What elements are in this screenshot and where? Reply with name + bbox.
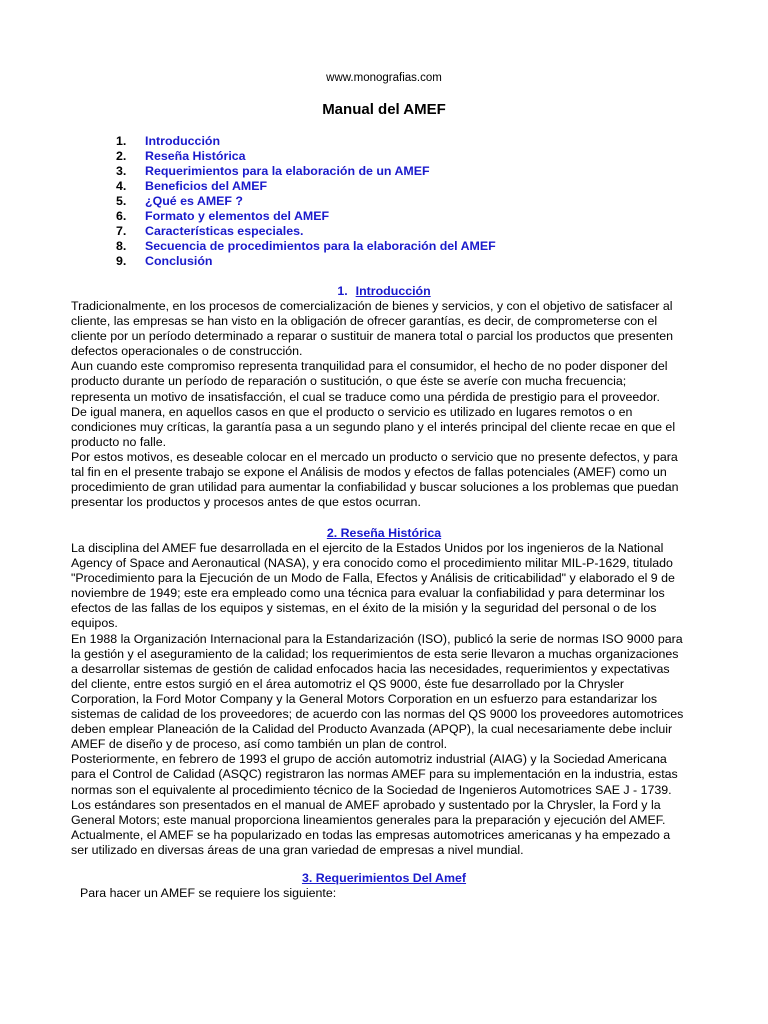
text-line: a desarrollar sistemas de gestión de calidad enfocados hacia las necesidades, requerimientos y expectativas [71,661,670,676]
toc-link-formato[interactable]: Formato y elementos del AMEF [145,209,330,223]
section-body-introduccion [71,299,699,510]
text-line: producto durante un período de reparación o sustitución, o que éste se averíe con mucha frecuencia; [71,374,627,389]
toc-number: 2. [116,149,127,163]
toc-link-requerimientos[interactable]: Requerimientos para la elaboración de un AMEF [145,164,430,178]
text-line: Posteriormente, en febrero de 1993 el grupo de acción automotriz industrial (AIAG) y la Sociedad Americana [71,752,667,767]
section-heading-requerimientos [0,871,768,886]
toc-item [116,164,496,179]
text-line: tal fin en el presente trabajo se expone el Análisis de modos y efectos de fallas potenciales (AMEF) como un [71,465,667,480]
toc-number: 9. [116,254,127,268]
toc-item [116,134,496,149]
toc-item [116,239,496,254]
text-line: para el Control de Calidad (ASQC) registraron las normas AMEF para su implementación en la industria, estas [71,767,678,782]
toc-number: 7. [116,224,127,238]
toc-link-conclusion[interactable]: Conclusión [145,254,213,268]
text-line: sistemas de calidad de los proveedores; de acuerdo con las normas del QS 9000 los proveedores automotrices [71,707,684,722]
toc-number: 4. [116,179,127,193]
toc-item [116,209,496,224]
section-heading-resena [0,526,768,541]
section-heading-introduccion [0,284,768,299]
text-line: cliente por un período determinado a reparar o sustituir de manera total o parcial los productos que presenten [71,329,673,344]
text-line: Tradicionalmente, en los procesos de comercialización de bienes y servicios, y con el objetivo de satisfacer al [71,299,673,313]
toc-link-introduccion[interactable]: Introducción [145,134,221,148]
text-line: De igual manera, en aquellos casos en que el producto o servicio es utilizado en lugares remotos o en [71,404,633,419]
text-line: normas son el equivalente al procedimiento técnico de la Sociedad de Ingenieros Automotrices SAE J - 1739. [71,782,672,797]
text-line: condiciones muy críticas, la garantía pasa a un segundo plano y el interés principal del cliente recae en que el [71,419,676,434]
text-line: AMEF de diseño y de proceso, así como también un plan de control. [71,737,448,752]
text-line: representa un motivo de insatisfacción, el cual se traduce como una pérdida de prestigio para el proveedor. [71,389,660,404]
text-line: "Procedimiento para la Ejecución de un Modo de Falla, Efectos y Análisis de criticabilidad" y elaborado el 9 de [71,571,675,586]
toc-number: 8. [116,239,127,253]
toc-link-que-es-amef[interactable]: ¿Qué es AMEF ? [145,194,243,208]
text-line: Actualmente, el AMEF se ha popularizado en todas las empresas automotrices americanas y ha empezado a [71,827,671,842]
text-line: deben emplear Planeación de la Calidad del Producto Avanzada (APQP), la cual necesariamente debe incluir [71,722,673,737]
text-line: Los estándares son presentados en el manual de AMEF aprobado y sustentado por la Chrysler, la Ford y la [71,797,661,812]
section-link-resena-historica[interactable]: 2. Reseña Histórica [326,526,442,540]
toc-item [116,149,496,164]
text-line: Corporation, la Ford Motor Company y la General Motors Corporation en un esfuerzo para estandarizar los [71,691,658,706]
section-body-requerimientos [80,886,708,901]
text-line: noviembre de 1949; este era empleado como una técnica para evaluar la confiabilidad y para determinar los [71,586,665,601]
toc-item [116,179,496,194]
text-line: Para hacer un AMEF se requiere los siguiente: [80,886,337,900]
toc-item [116,224,496,239]
text-line: la gestión y el aseguramiento de la calidad; los requerimientos de esta serie llevaron a muchas organizaciones [71,646,679,661]
section-link-introduccion[interactable]: Introducción [355,284,431,298]
text-line: procedimiento de gran utilidad para aumentar la confiabilidad y buscar soluciones a los problemas que puedan [71,480,679,495]
table-of-contents [116,134,496,269]
text-line: presentar los productos y procesos antes de que estos ocurran. [71,495,421,510]
section-body-resena [71,541,699,858]
section-number: 1. [337,284,348,298]
text-line: del cliente, entre estos surgió en el área automotriz el QS 9000, éste fue desarrollado por la Chrysler [71,676,625,691]
toc-item [116,254,496,269]
text-line: Aun cuando este compromiso representa tranquilidad para el consumidor, el hecho de no poder disponer del [71,359,668,374]
toc-item [116,194,496,209]
toc-link-resena-historica[interactable]: Reseña Histórica [145,149,246,163]
text-line: efectos de las fallas de los equipos y sistemas, en el éxito de la misión y la seguridad del personal o de los [71,601,657,616]
page-title: Manual del AMEF [322,101,446,118]
toc-link-caracteristicas[interactable]: Características especiales. [145,224,304,238]
section-link-requerimientos[interactable]: 3. Requerimientos Del Amef [301,871,467,885]
text-line: En 1988 la Organización Internacional para la Estandarización (ISO), publicó la serie de normas ISO 9000 para [71,631,683,646]
text-line: Agency of Space and Aeronautical (NASA), y era conocido como el procedimiento militar MIL-P-1629, titulado [71,556,673,571]
toc-number: 6. [116,209,127,223]
toc-link-secuencia[interactable]: Secuencia de procedimientos para la elaboración del AMEF [145,239,496,253]
toc-number: 1. [116,134,127,148]
text-line: producto no falle. [71,434,167,449]
text-line: Por estos motivos, es deseable colocar en el mercado un producto o servicio que no presente defectos, y para [71,449,678,464]
toc-number: 5. [116,194,127,208]
text-line: cliente, las empresas se han visto en la obligación de ofrecer garantías, es decir, de comprometerse con el [71,314,658,329]
text-line: equipos. [71,616,118,631]
text-line: defectos operacionales o de construcción. [71,344,303,359]
toc-link-beneficios[interactable]: Beneficios del AMEF [145,179,268,193]
toc-number: 3. [116,164,127,178]
site-url: www.monografias.com [326,72,442,84]
text-line: General Motors; este manual proporciona lineamientos generales para la preparación y ejecución del AMEF. [71,812,666,827]
text-line: ser utilizado en diversas áreas de una gran variedad de empresas a nivel mundial. [71,842,524,857]
text-line: La disciplina del AMEF fue desarrollada en el ejercito de la Estados Unidos por los ingenieros de la National [71,541,664,555]
